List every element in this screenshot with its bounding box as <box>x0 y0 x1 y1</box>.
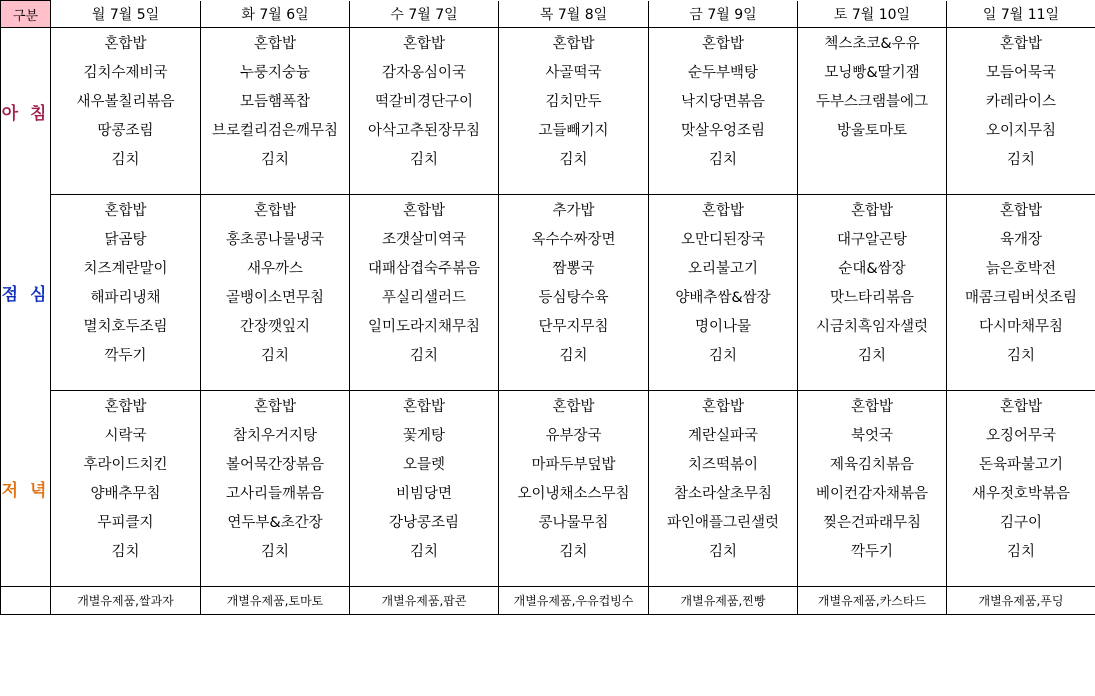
menu-item: 낙지당면볶음 <box>649 86 798 115</box>
menu-item: 양배추쌈&쌈장 <box>649 282 798 311</box>
menu-item: 맛느타리볶음 <box>798 282 947 311</box>
menu-item: 모듬햄폭찹 <box>201 86 350 115</box>
menu-item: 일미도라지채무침 <box>350 311 499 340</box>
menu-item: 김치 <box>947 144 1095 173</box>
menu-item: 땅콩조림 <box>51 115 201 144</box>
menu-item: 깍두기 <box>51 340 201 369</box>
breakfast-label: 아 침 <box>1 28 51 195</box>
menu-item <box>947 369 1095 391</box>
breakfast-row <box>1 173 1095 195</box>
menu-item: 혼합밥 <box>51 391 201 421</box>
menu-item: 파인애플그린샐럿 <box>649 507 798 536</box>
day-header: 토 7월 10일 <box>798 1 947 28</box>
menu-item <box>51 369 201 391</box>
menu-item: 멸치호두조림 <box>51 311 201 340</box>
menu-item: 무피클지 <box>51 507 201 536</box>
menu-item: 늙은호박전 <box>947 253 1095 282</box>
menu-item <box>798 173 947 195</box>
menu-item <box>51 173 201 195</box>
menu-item <box>649 173 798 195</box>
menu-item: 볼어묵간장볶음 <box>201 449 350 478</box>
menu-item: 모듬어묵국 <box>947 57 1095 86</box>
menu-item: 혼합밥 <box>649 28 798 58</box>
menu-item: 김치 <box>51 536 201 565</box>
menu-item: 대구알곤탕 <box>798 224 947 253</box>
header-row <box>1 1 1095 28</box>
day-header: 일 7월 11일 <box>947 1 1095 28</box>
menu-item: 골뱅이소면무침 <box>201 282 350 311</box>
menu-item: 김치 <box>649 340 798 369</box>
lunch-label: 점 심 <box>1 195 51 391</box>
menu-item: 김치 <box>499 340 649 369</box>
menu-item: 순두부백탕 <box>649 57 798 86</box>
menu-item: 혼합밥 <box>798 195 947 225</box>
menu-item <box>947 565 1095 587</box>
menu-item: 새우젓호박볶음 <box>947 478 1095 507</box>
menu-item <box>798 565 947 587</box>
menu-item: 간장깻잎지 <box>201 311 350 340</box>
day-header: 월 7월 5일 <box>51 1 201 28</box>
breakfast-row <box>1 115 1095 144</box>
menu-item: 혼합밥 <box>947 391 1095 421</box>
menu-item: 깍두기 <box>798 536 947 565</box>
menu-item: 혼합밥 <box>201 195 350 225</box>
menu-item: 양배추무침 <box>51 478 201 507</box>
snack-item: 개별유제품,팝콘 <box>350 587 499 615</box>
menu-item <box>201 565 350 587</box>
menu-item: 김치 <box>798 340 947 369</box>
menu-item: 새우까스 <box>201 253 350 282</box>
menu-item: 단무지무침 <box>499 311 649 340</box>
menu-item: 김치수제비국 <box>51 57 201 86</box>
dinner-row <box>1 565 1095 587</box>
breakfast-row <box>1 28 1095 58</box>
menu-item: 마파두부덮밥 <box>499 449 649 478</box>
menu-item: 혼합밥 <box>51 28 201 58</box>
menu-item: 오이지무침 <box>947 115 1095 144</box>
menu-item: 닭곰탕 <box>51 224 201 253</box>
menu-item: 연두부&초간장 <box>201 507 350 536</box>
menu-item <box>649 565 798 587</box>
menu-item <box>499 173 649 195</box>
menu-item: 혼합밥 <box>947 195 1095 225</box>
menu-item: 치즈계란말이 <box>51 253 201 282</box>
menu-item: 명이나물 <box>649 311 798 340</box>
lunch-row <box>1 282 1095 311</box>
snack-label-blank <box>1 587 51 615</box>
menu-item <box>947 173 1095 195</box>
lunch-row <box>1 253 1095 282</box>
menu-item: 감자옹심이국 <box>350 57 499 86</box>
menu-item: 북엇국 <box>798 420 947 449</box>
menu-item: 혼합밥 <box>947 28 1095 58</box>
menu-item <box>499 565 649 587</box>
menu-item: 꽃게탕 <box>350 420 499 449</box>
lunch-row <box>1 369 1095 391</box>
snack-item: 개별유제품,쌀과자 <box>51 587 201 615</box>
menu-item: 콩나물무침 <box>499 507 649 536</box>
dinner-row <box>1 507 1095 536</box>
menu-item: 오이냉채소스무침 <box>499 478 649 507</box>
menu-item <box>499 369 649 391</box>
menu-item: 유부장국 <box>499 420 649 449</box>
snack-item: 개별유제품,푸딩 <box>947 587 1095 615</box>
menu-item: 김치 <box>947 536 1095 565</box>
day-header: 수 7월 7일 <box>350 1 499 28</box>
menu-item <box>201 369 350 391</box>
menu-item: 후라이드치킨 <box>51 449 201 478</box>
menu-item: 비빔당면 <box>350 478 499 507</box>
menu-item: 강낭콩조림 <box>350 507 499 536</box>
snack-item: 개별유제품,토마토 <box>201 587 350 615</box>
menu-item: 혼합밥 <box>798 391 947 421</box>
lunch-row <box>1 195 1095 225</box>
menu-item: 첵스초코&우유 <box>798 28 947 58</box>
menu-item: 조갯살미역국 <box>350 224 499 253</box>
menu-item: 혼합밥 <box>51 195 201 225</box>
menu-item: 찢은건파래무침 <box>798 507 947 536</box>
menu-item <box>350 369 499 391</box>
menu-item: 혼합밥 <box>350 28 499 58</box>
dinner-row <box>1 420 1095 449</box>
day-header: 화 7월 6일 <box>201 1 350 28</box>
menu-item: 혼합밥 <box>350 195 499 225</box>
menu-item: 순대&쌈장 <box>798 253 947 282</box>
menu-item: 오징어무국 <box>947 420 1095 449</box>
snack-row <box>1 587 1095 615</box>
menu-item: 오리불고기 <box>649 253 798 282</box>
menu-item: 대패삼겹숙주볶음 <box>350 253 499 282</box>
menu-item <box>798 144 947 173</box>
snack-item: 개별유제품,카스타드 <box>798 587 947 615</box>
menu-item: 해파리냉채 <box>51 282 201 311</box>
menu-item: 추가밥 <box>499 195 649 225</box>
menu-item <box>798 369 947 391</box>
menu-item <box>350 565 499 587</box>
menu-item: 오믈렛 <box>350 449 499 478</box>
dinner-row <box>1 478 1095 507</box>
dinner-label: 저 녁 <box>1 391 51 587</box>
menu-item: 김치 <box>201 144 350 173</box>
menu-item: 혼합밥 <box>350 391 499 421</box>
menu-item: 김치 <box>51 144 201 173</box>
menu-item: 김치 <box>350 144 499 173</box>
menu-item: 혼합밥 <box>499 28 649 58</box>
menu-item: 참치우거지탕 <box>201 420 350 449</box>
menu-item: 김치만두 <box>499 86 649 115</box>
menu-item: 떡갈비경단구이 <box>350 86 499 115</box>
menu-item: 카레라이스 <box>947 86 1095 115</box>
day-header: 목 7월 8일 <box>499 1 649 28</box>
breakfast-row <box>1 57 1095 86</box>
menu-item: 옥수수짜장면 <box>499 224 649 253</box>
dinner-row <box>1 449 1095 478</box>
lunch-row <box>1 224 1095 253</box>
menu-item: 매콤크림버섯조림 <box>947 282 1095 311</box>
breakfast-row <box>1 86 1095 115</box>
menu-item: 다시마채무침 <box>947 311 1095 340</box>
menu-item: 김치 <box>499 144 649 173</box>
snack-item: 개별유제품,찐빵 <box>649 587 798 615</box>
menu-item <box>649 369 798 391</box>
menu-item: 혼합밥 <box>649 391 798 421</box>
menu-item <box>51 565 201 587</box>
snack-item: 개별유제품,우유컵빙수 <box>499 587 649 615</box>
dinner-row <box>1 536 1095 565</box>
menu-item: 고들빼기지 <box>499 115 649 144</box>
menu-item: 제육김치볶음 <box>798 449 947 478</box>
menu-item: 시락국 <box>51 420 201 449</box>
breakfast-row <box>1 144 1095 173</box>
menu-item: 혼합밥 <box>499 391 649 421</box>
menu-item: 베이컨감자채볶음 <box>798 478 947 507</box>
menu-item: 누룽지숭늉 <box>201 57 350 86</box>
menu-item: 오만디된장국 <box>649 224 798 253</box>
menu-item <box>201 173 350 195</box>
menu-item: 김치 <box>947 340 1095 369</box>
menu-item: 계란실파국 <box>649 420 798 449</box>
menu-item: 김치 <box>649 144 798 173</box>
lunch-row <box>1 311 1095 340</box>
menu-item: 돈육파불고기 <box>947 449 1095 478</box>
menu-item: 김치 <box>499 536 649 565</box>
menu-item: 김치 <box>201 340 350 369</box>
menu-item: 시금치흑임자샐럿 <box>798 311 947 340</box>
menu-item: 새우볼칠리볶음 <box>51 86 201 115</box>
day-header: 금 7월 9일 <box>649 1 798 28</box>
menu-item: 김치 <box>201 536 350 565</box>
menu-item: 치즈떡볶이 <box>649 449 798 478</box>
menu-item: 맛살우엉조림 <box>649 115 798 144</box>
menu-item: 혼합밥 <box>201 28 350 58</box>
menu-item: 짬뽕국 <box>499 253 649 282</box>
menu-item: 김치 <box>350 536 499 565</box>
menu-item: 고사리들깨볶음 <box>201 478 350 507</box>
menu-item: 방울토마토 <box>798 115 947 144</box>
menu-item: 혼합밥 <box>201 391 350 421</box>
menu-item: 혼합밥 <box>649 195 798 225</box>
menu-item: 모닝빵&딸기잼 <box>798 57 947 86</box>
menu-item: 사골떡국 <box>499 57 649 86</box>
menu-item: 두부스크램블에그 <box>798 86 947 115</box>
menu-item <box>350 173 499 195</box>
menu-item: 등심탕수육 <box>499 282 649 311</box>
menu-item: 아삭고추된장무침 <box>350 115 499 144</box>
menu-item: 김구이 <box>947 507 1095 536</box>
dinner-row <box>1 391 1095 421</box>
corner-label: 구분 <box>1 1 51 28</box>
menu-item: 브로컬리검은깨무침 <box>201 115 350 144</box>
menu-item: 참소라살초무침 <box>649 478 798 507</box>
menu-item: 김치 <box>649 536 798 565</box>
menu-item: 홍초콩나물냉국 <box>201 224 350 253</box>
menu-item: 육개장 <box>947 224 1095 253</box>
lunch-row <box>1 340 1095 369</box>
menu-item: 김치 <box>350 340 499 369</box>
menu-item: 푸실리샐러드 <box>350 282 499 311</box>
